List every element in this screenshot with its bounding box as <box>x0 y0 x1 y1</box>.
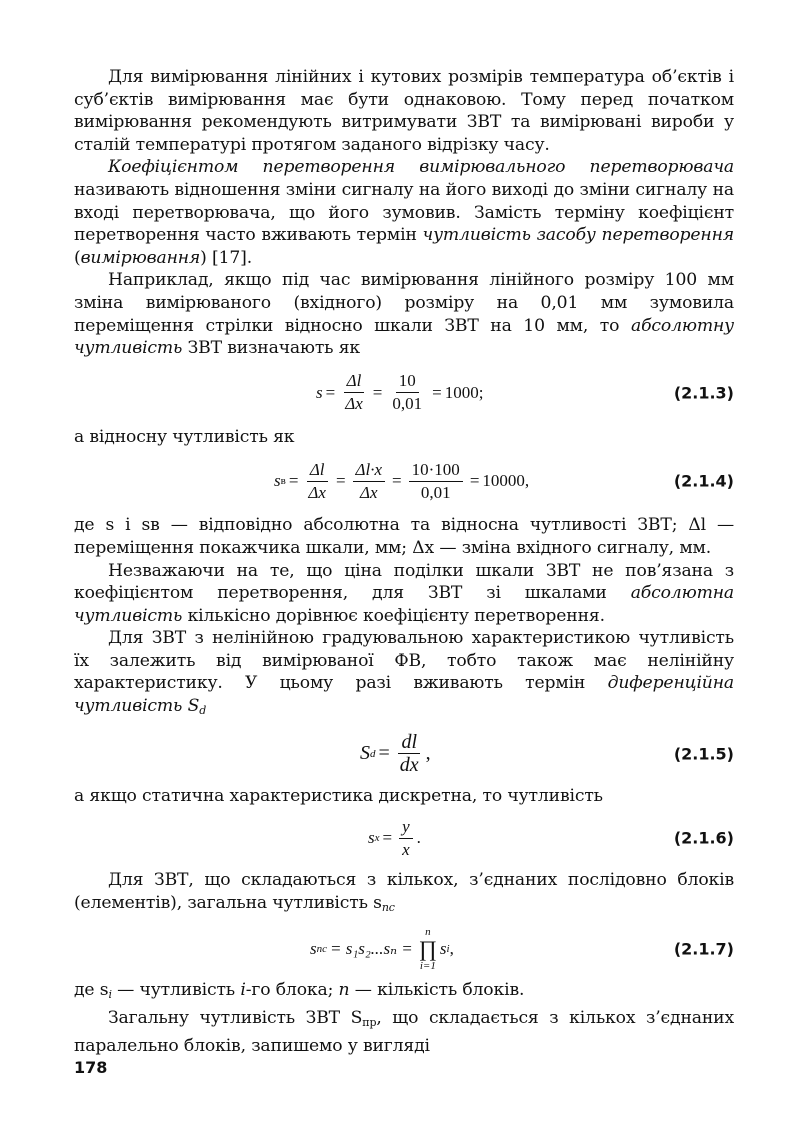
paragraph-example: Наприклад, якщо під час вимірювання лінійного розміру 100 мм зміна вимірюваного (вхідного) розміру на 0,01 мм зумовила переміщення стрілки відносно шкали ЗВТ на 10 мм, то абсолютну чутливість ЗВТ визначають як <box>74 270 734 359</box>
paragraph-scale-division: Незважаючи на те, що ціна поділки шкали ЗВТ не пов’язана з коефіцієнтом перетворення, для ЗВТ зі шкалами абсолютна чутливість кількісно дорівнює коефіцієнту перетворення. <box>74 560 734 626</box>
equation-number: (2.1.7) <box>673 939 734 959</box>
page-content <box>74 66 734 1057</box>
equation-number: (2.1.3) <box>673 383 734 403</box>
paragraph-relative: а відносну чутливість як <box>74 426 295 447</box>
formula-2-1-7: s пс = s₁s₂...sₙ = n ∏ i=1 s i , (2.1.7) <box>310 926 734 973</box>
paragraph-block-legend: де $s_i$ — чутливість i-го блока; n — кількість блоків. <box>74 980 525 1002</box>
paragraph-parallel: Загальну чутливість ЗВТ $S_{пр}$, що складається з кількох з’єднаних паралельно блоків, запишемо у вигляді <box>74 1008 735 1056</box>
formula-2-1-6: s x = $\frac{y}{x}$ . (2.1.6) <box>368 816 734 859</box>
term-conversion-coefficient: Коефіцієнтом перетворення вимірювального перетворювача <box>108 157 734 178</box>
formula-2-1-4: s в = $\frac{\Delta l}{\Delta x}$ = $\frac{\Delta l\cdot x}{\Delta x}$ = $\frac{10\cdot 100}{0,01}$ = 10000, (2.1.4) <box>274 459 734 502</box>
formula-2-1-3: s = $\frac{\Delta l}{\Delta x}$ = $\frac{10}{0,01}$ = 1000; (2.1.3) <box>316 371 734 414</box>
equation-number: (2.1.4) <box>673 471 734 491</box>
page-number: 178 <box>74 1058 108 1077</box>
paragraph-conversion-coefficient: Коефіцієнтом перетворення вимірювального перетворювача називають відношення зміни сигналу на його виході до зміни сигналу на вході перетворювача, що його зумовив. Замість терміну коефіцієнт перетворення часто вживають термін чутливість засобу перетворення (вимірювання) [17]. <box>74 157 734 268</box>
paragraph-temperature: Для вимірювання лінійних і кутових розмірів температура об’єктів і суб’єктів вимірювання має бути однаковою. Тому перед початком вимірювання рекомендують витримувати ЗВТ та вимірювані вироби у сталій температурі протягом заданого відрізку часу. <box>74 67 734 155</box>
formula-2-1-5: S d = $\frac{dl}{dx}$ , (2.1.5) <box>360 731 734 777</box>
equation-number: (2.1.5) <box>673 744 734 764</box>
paragraph-legend: де s і sв — відповідно абсолютна та відносна чутливості ЗВТ; Δl — переміщення покажчика шкали, мм; Δx — зміна вхідного сигналу, мм. <box>74 515 734 558</box>
paragraph-nonlinear: Для ЗВТ з нелінійною градуювальною характеристикою чутливість їх залежить від вимірюваної ФВ, тобто також має нелінійну характеристику. У цьому разі вживають термін диференційна чутливість $S_d$ <box>74 628 734 718</box>
paragraph-discrete: а якщо статична характеристика дискретна, то чутливість <box>74 785 603 806</box>
product-symbol: n ∏ i=1 <box>418 926 437 973</box>
paragraph-serial: Для ЗВТ, що складаються з кількох, з’єднаних послідовно блоків (елементів), загальна чутливість $s_{пс}$ <box>74 870 734 914</box>
equation-number: (2.1.6) <box>673 828 734 848</box>
